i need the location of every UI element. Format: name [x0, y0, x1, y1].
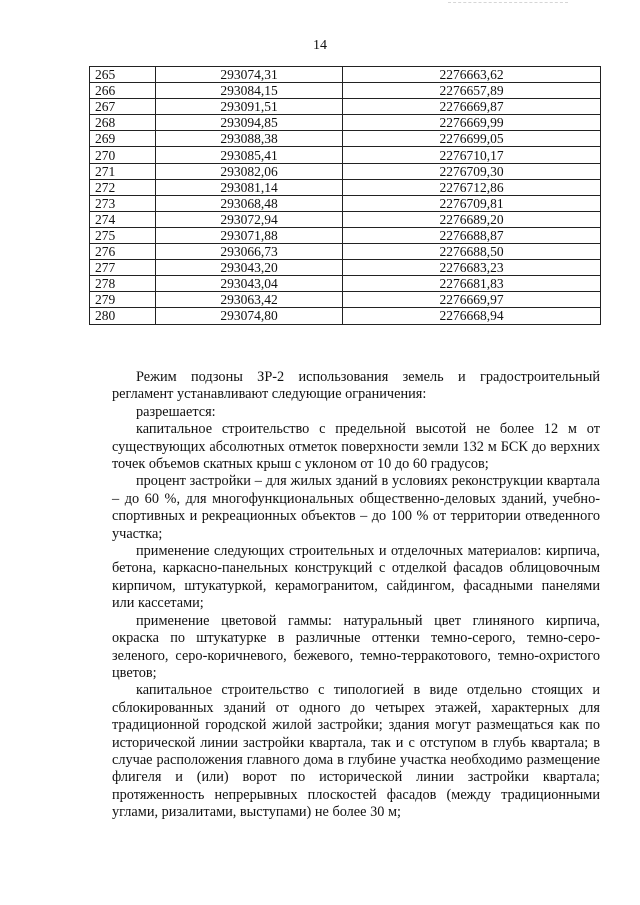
table-row	[90, 99, 601, 115]
table-row	[90, 67, 601, 83]
table-row	[90, 195, 601, 211]
x-coordinate-cell: 293043,20	[156, 260, 343, 276]
coordinates-table-body	[90, 67, 601, 325]
x-coordinate-cell: 293071,88	[156, 227, 343, 243]
point-number-cell: 271	[90, 163, 156, 179]
x-coordinate-cell: 293084,15	[156, 83, 343, 99]
paragraph-height-limit: капитальное строительство с предельной высотой не более 12 м от существующих абсолютных отметок поверхности земли 132 м БСК до верхних точек объемов скатных крыш с уклоном от 10 до 60 градусов;	[112, 421, 600, 473]
table-row	[90, 83, 601, 99]
y-coordinate-cell: 2276669,87	[343, 99, 601, 115]
x-coordinate-cell: 293074,31	[156, 67, 343, 83]
table-row	[90, 227, 601, 243]
scan-artifact-line	[448, 2, 568, 9]
point-number-cell: 279	[90, 292, 156, 308]
y-coordinate-cell: 2276663,62	[343, 67, 601, 83]
y-coordinate-cell: 2276699,05	[343, 131, 601, 147]
y-coordinate-cell: 2276688,50	[343, 244, 601, 260]
point-number-cell: 270	[90, 147, 156, 163]
table-row	[90, 276, 601, 292]
x-coordinate-cell: 293094,85	[156, 115, 343, 131]
y-coordinate-cell: 2276669,97	[343, 292, 601, 308]
table-row	[90, 179, 601, 195]
paragraph-materials: применение следующих строительных и отделочных материалов: кирпича, бетона, каркасно-панельных конструкций с отделкой фасадов облицовочным кирпичом, штукатуркой, керамогранитом, сайдингом, фасадными панелями или кассетами;	[112, 543, 600, 612]
point-number-cell: 277	[90, 260, 156, 276]
paragraph-allowed-label: разрешается:	[136, 403, 216, 420]
table-row	[90, 260, 601, 276]
point-number-cell: 274	[90, 211, 156, 227]
point-number-cell: 272	[90, 179, 156, 195]
y-coordinate-cell: 2276657,89	[343, 83, 601, 99]
table-row	[90, 131, 601, 147]
table-row	[90, 308, 601, 324]
point-number-cell: 266	[90, 83, 156, 99]
x-coordinate-cell: 293088,38	[156, 131, 343, 147]
table-row	[90, 115, 601, 131]
point-number-cell: 280	[90, 308, 156, 324]
point-number-cell: 269	[90, 131, 156, 147]
x-coordinate-cell: 293066,73	[156, 244, 343, 260]
y-coordinate-cell: 2276710,17	[343, 147, 601, 163]
x-coordinate-cell: 293068,48	[156, 195, 343, 211]
x-coordinate-cell: 293074,80	[156, 308, 343, 324]
x-coordinate-cell: 293085,41	[156, 147, 343, 163]
y-coordinate-cell: 2276689,20	[343, 211, 601, 227]
paragraph-typology: капитальное строительство с типологией в виде отдельно стоящих и сблокированных зданий от одного до четырех этажей, характерных для традиционной городской жилой застройки; здания могут размещаться как по исторической линии застройки квартала, так и с отступом в глубь квартала; в случае расположения главного дома в глубине участка необходимо размещение флигеля и (или) ворот по исторической линии застройки квартала; протяженность непрерывных плоскостей фасадов (между традиционными углами, ризалитами, выступами) не более 30 м;	[112, 682, 600, 821]
table-row	[90, 292, 601, 308]
point-number-cell: 267	[90, 99, 156, 115]
x-coordinate-cell: 293082,06	[156, 163, 343, 179]
point-number-cell: 276	[90, 244, 156, 260]
y-coordinate-cell: 2276709,81	[343, 195, 601, 211]
x-coordinate-cell: 293081,14	[156, 179, 343, 195]
y-coordinate-cell: 2276669,99	[343, 115, 601, 131]
table-row	[90, 147, 601, 163]
table-row	[90, 211, 601, 227]
y-coordinate-cell: 2276668,94	[343, 308, 601, 324]
page-number: 14	[313, 38, 327, 53]
point-number-cell: 275	[90, 227, 156, 243]
x-coordinate-cell: 293072,94	[156, 211, 343, 227]
x-coordinate-cell: 293091,51	[156, 99, 343, 115]
paragraph-building-percent: процент застройки – для жилых зданий в условиях реконструкции квартала – до 60 %, для многофункциональных общественно-деловых зданий, учебно-спортивных и рекреационных объектов – до 100 % от территории отведенного участка;	[112, 473, 600, 542]
point-number-cell: 265	[90, 67, 156, 83]
y-coordinate-cell: 2276709,30	[343, 163, 601, 179]
x-coordinate-cell: 293063,42	[156, 292, 343, 308]
paragraph-color-scheme: применение цветовой гаммы: натуральный цвет глиняного кирпича, окраска по штукатурке в различные оттенки темно-серого, темно-серо-зеленого, серо-коричневого, бежевого, темно-терракотового, темно-охристого цветов;	[112, 612, 600, 681]
coordinates-table	[89, 66, 601, 325]
point-number-cell: 273	[90, 195, 156, 211]
y-coordinate-cell: 2276712,86	[343, 179, 601, 195]
point-number-cell: 278	[90, 276, 156, 292]
regulation-text	[112, 369, 600, 822]
y-coordinate-cell: 2276683,23	[343, 260, 601, 276]
y-coordinate-cell: 2276681,83	[343, 276, 601, 292]
table-row	[90, 244, 601, 260]
point-number-cell: 268	[90, 115, 156, 131]
y-coordinate-cell: 2276688,87	[343, 227, 601, 243]
x-coordinate-cell: 293043,04	[156, 276, 343, 292]
table-row	[90, 163, 601, 179]
paragraph-intro: Режим подзоны ЗР-2 использования земель и градостроительный регламент устанавливают следующие ограничения:	[112, 369, 600, 403]
